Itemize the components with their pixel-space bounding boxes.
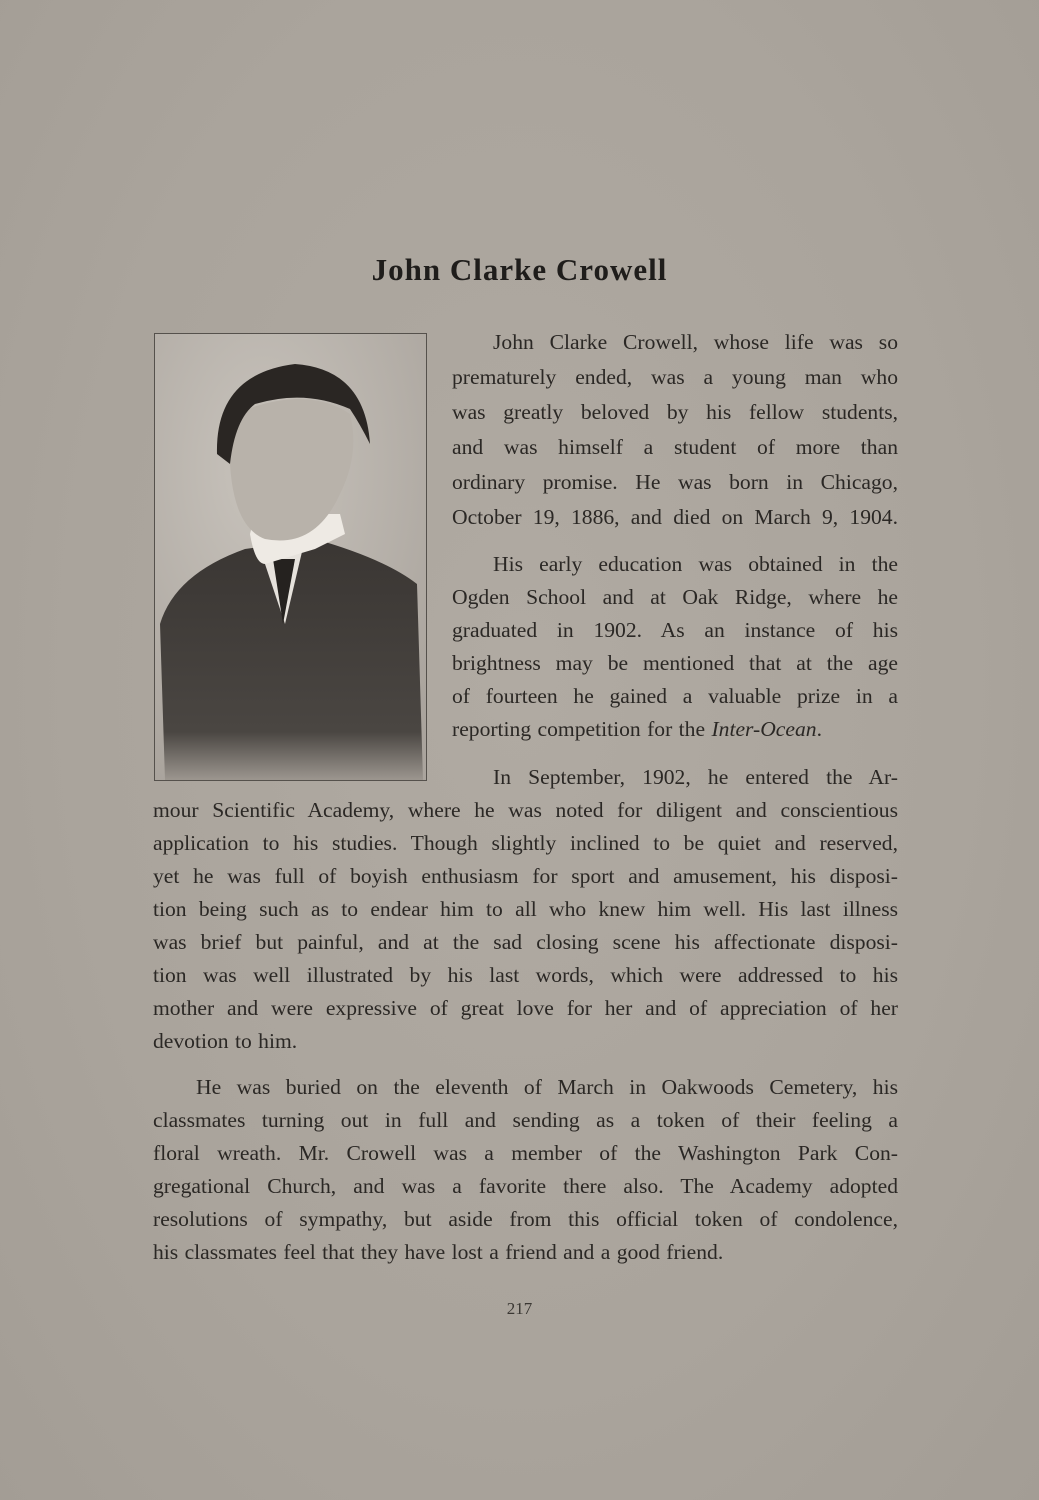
text-line: of fourteen he gained a valuable prize in a [452,684,898,708]
text-line: His early education was obtained in the [493,552,898,576]
paragraph-3-first-line [452,761,898,794]
text-line: gregational Church, and was a favorite there also. The Academy adopted [153,1174,898,1198]
text-line: was greatly beloved by his fellow students, [452,400,898,424]
page-number: 217 [506,1299,533,1318]
portrait-photo [154,333,427,781]
text-line: resolutions of sympathy, but aside from this official token of condolence, [153,1207,898,1231]
page-title: John Clarke Crowell [371,252,668,287]
text-line: ordinary promise. He was born in Chicago, [452,470,898,494]
paragraph-4 [153,1071,898,1269]
text-line: devotion to him. [153,1029,298,1053]
text-line: graduated in 1902. As an instance of his [452,618,898,642]
text-line: He was buried on the eleventh of March in Oakwoods Cemetery, his [196,1075,898,1099]
text-line: mour Scientific Academy, where he was noted for diligent and conscientious [153,798,898,822]
text-line [452,713,898,746]
text-line: application to his studies. Though slightly inclined to be quiet and reserved, [153,831,898,855]
text-line: John Clarke Crowell, whose life was so [493,330,898,354]
text-segment: . [816,717,822,741]
text-segment: reporting competition for the [452,717,712,741]
text-line: tion was well illustrated by his last words, which were addressed to his [153,963,898,987]
text-line: brightness may be mentioned that at the age [452,651,898,675]
paragraph-2 [452,548,898,746]
paragraph-1 [452,325,898,535]
paragraph-3 [153,794,898,1058]
text-line: mother and were expressive of great love for her and of appreciation of her [153,996,898,1020]
text-line: prematurely ended, was a young man who [452,365,898,389]
text-line: classmates turning out in full and sending as a token of their feeling a [153,1108,898,1132]
text-line: October 19, 1886, and died on March 9, 1904. [452,505,898,529]
text-line: yet he was full of boyish enthusiasm for sport and amusement, his disposi- [153,864,898,888]
text-line: his classmates feel that they have lost a friend and a good friend. [153,1240,724,1264]
newspaper-title: Inter-Ocean [711,717,817,741]
text-line: and was himself a student of more than [452,435,898,459]
text-line: Ogden School and at Oak Ridge, where he [452,585,898,609]
text-line: was brief but painful, and at the sad closing scene his affectionate disposi- [153,930,898,954]
text-line: floral wreath. Mr. Crowell was a member of the Washington Park Con- [153,1141,898,1165]
text-line: tion being such as to endear him to all who knew him well. His last illness [153,897,898,921]
text-line: In September, 1902, he entered the Ar- [493,765,898,789]
